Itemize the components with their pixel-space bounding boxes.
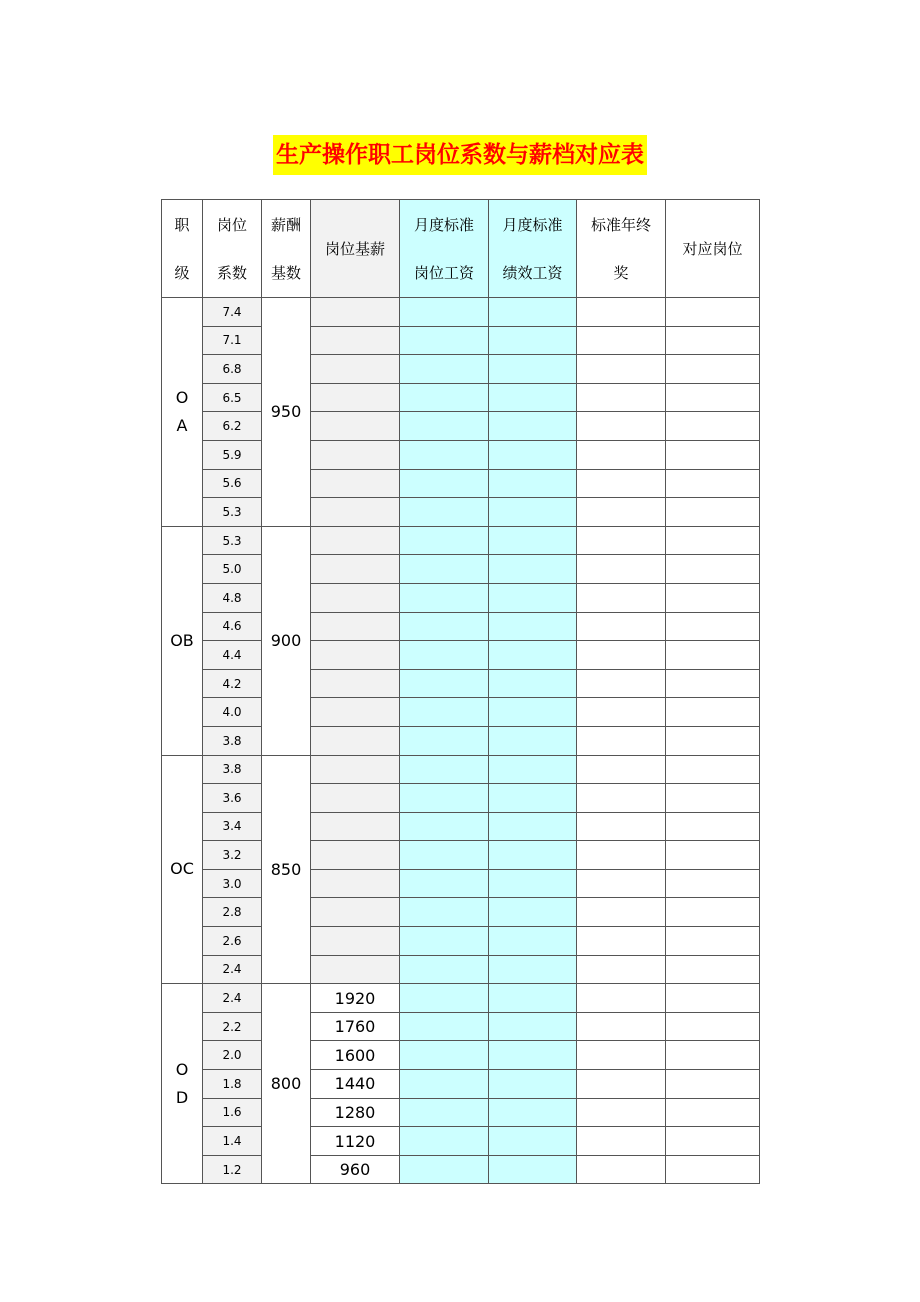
table-row xyxy=(162,526,760,555)
position-cell xyxy=(666,641,760,670)
position-cell xyxy=(666,869,760,898)
annual-bonus-cell xyxy=(577,326,666,355)
monthly-performance-wage-cell xyxy=(489,698,577,727)
post-base-pay-cell xyxy=(311,355,400,384)
monthly-post-wage-cell xyxy=(400,841,489,870)
monthly-performance-wage-cell xyxy=(489,412,577,441)
table-row xyxy=(162,1012,760,1041)
monthly-post-wage-cell xyxy=(400,1012,489,1041)
post-base-pay-cell xyxy=(311,869,400,898)
annual-bonus-cell xyxy=(577,955,666,984)
position-cell xyxy=(666,1127,760,1156)
grade-cell: OB xyxy=(162,526,203,755)
position-cell xyxy=(666,812,760,841)
table-row xyxy=(162,1155,760,1184)
annual-bonus-cell xyxy=(577,1127,666,1156)
monthly-performance-wage-cell xyxy=(489,1012,577,1041)
post-base-pay-cell xyxy=(311,583,400,612)
monthly-performance-wage-cell xyxy=(489,641,577,670)
post-base-pay-cell xyxy=(311,469,400,498)
table-row xyxy=(162,498,760,527)
monthly-performance-wage-cell xyxy=(489,841,577,870)
post-base-pay-cell xyxy=(311,669,400,698)
monthly-performance-wage-cell xyxy=(489,555,577,584)
coefficient-cell: 3.6 xyxy=(203,784,262,813)
post-base-pay-cell: 1440 xyxy=(311,1070,400,1099)
annual-bonus-cell xyxy=(577,869,666,898)
coefficient-table xyxy=(161,199,760,1184)
position-cell xyxy=(666,898,760,927)
monthly-performance-wage-cell xyxy=(489,326,577,355)
coefficient-cell: 2.4 xyxy=(203,955,262,984)
table-row xyxy=(162,869,760,898)
monthly-performance-wage-cell xyxy=(489,1127,577,1156)
position-cell xyxy=(666,726,760,755)
monthly-post-wage-cell xyxy=(400,1098,489,1127)
monthly-post-wage-cell xyxy=(400,498,489,527)
monthly-post-wage-cell xyxy=(400,898,489,927)
monthly-post-wage-cell xyxy=(400,469,489,498)
post-base-pay-cell xyxy=(311,698,400,727)
header-position: 对应岗位 xyxy=(666,200,760,298)
coefficient-cell: 4.0 xyxy=(203,698,262,727)
position-cell xyxy=(666,984,760,1013)
annual-bonus-cell xyxy=(577,583,666,612)
monthly-performance-wage-cell xyxy=(489,669,577,698)
monthly-post-wage-cell xyxy=(400,1127,489,1156)
monthly-performance-wage-cell xyxy=(489,355,577,384)
monthly-post-wage-cell xyxy=(400,383,489,412)
coefficient-cell: 2.0 xyxy=(203,1041,262,1070)
position-cell xyxy=(666,469,760,498)
table-row xyxy=(162,955,760,984)
table-row xyxy=(162,1127,760,1156)
annual-bonus-cell xyxy=(577,440,666,469)
monthly-performance-wage-cell xyxy=(489,440,577,469)
position-cell xyxy=(666,412,760,441)
header-monthly-performance-wage: 月度标准 绩效工资 xyxy=(489,200,577,298)
monthly-performance-wage-cell xyxy=(489,869,577,898)
post-base-pay-cell xyxy=(311,784,400,813)
monthly-post-wage-cell xyxy=(400,412,489,441)
coefficient-cell: 3.8 xyxy=(203,755,262,784)
annual-bonus-cell xyxy=(577,841,666,870)
position-cell xyxy=(666,298,760,327)
table-row xyxy=(162,841,760,870)
annual-bonus-cell xyxy=(577,726,666,755)
post-base-pay-cell xyxy=(311,555,400,584)
monthly-performance-wage-cell xyxy=(489,927,577,956)
coefficient-cell: 1.2 xyxy=(203,1155,262,1184)
table-row xyxy=(162,355,760,384)
coefficient-cell: 4.6 xyxy=(203,612,262,641)
monthly-performance-wage-cell xyxy=(489,955,577,984)
coefficient-cell: 2.8 xyxy=(203,898,262,927)
monthly-post-wage-cell xyxy=(400,755,489,784)
monthly-performance-wage-cell xyxy=(489,498,577,527)
coefficient-cell: 1.8 xyxy=(203,1070,262,1099)
table-row xyxy=(162,440,760,469)
post-base-pay-cell xyxy=(311,440,400,469)
grade-cell: OC xyxy=(162,755,203,984)
monthly-post-wage-cell xyxy=(400,669,489,698)
post-base-pay-cell xyxy=(311,383,400,412)
annual-bonus-cell xyxy=(577,1098,666,1127)
position-cell xyxy=(666,1041,760,1070)
post-base-pay-cell: 1120 xyxy=(311,1127,400,1156)
annual-bonus-cell xyxy=(577,1155,666,1184)
coefficient-cell: 5.6 xyxy=(203,469,262,498)
coefficient-cell: 3.8 xyxy=(203,726,262,755)
table-row xyxy=(162,469,760,498)
position-cell xyxy=(666,1155,760,1184)
position-cell xyxy=(666,755,760,784)
table-row xyxy=(162,898,760,927)
coefficient-cell: 1.6 xyxy=(203,1098,262,1127)
monthly-performance-wage-cell xyxy=(489,612,577,641)
annual-bonus-cell xyxy=(577,812,666,841)
monthly-performance-wage-cell xyxy=(489,812,577,841)
post-base-pay-cell xyxy=(311,755,400,784)
post-base-pay-cell xyxy=(311,955,400,984)
table-row xyxy=(162,383,760,412)
monthly-performance-wage-cell xyxy=(489,755,577,784)
monthly-post-wage-cell xyxy=(400,298,489,327)
coefficient-cell: 5.9 xyxy=(203,440,262,469)
position-cell xyxy=(666,1070,760,1099)
position-cell xyxy=(666,526,760,555)
coefficient-cell: 5.0 xyxy=(203,555,262,584)
table-row xyxy=(162,641,760,670)
table-row xyxy=(162,755,760,784)
annual-bonus-cell xyxy=(577,784,666,813)
table-row xyxy=(162,1070,760,1099)
coefficient-cell: 7.1 xyxy=(203,326,262,355)
position-cell xyxy=(666,955,760,984)
monthly-post-wage-cell xyxy=(400,1041,489,1070)
header-post-base-pay: 岗位基薪 xyxy=(311,200,400,298)
page-title: 生产操作职工岗位系数与薪档对应表 xyxy=(273,135,647,175)
position-cell xyxy=(666,555,760,584)
monthly-performance-wage-cell xyxy=(489,898,577,927)
coefficient-cell: 5.3 xyxy=(203,498,262,527)
monthly-performance-wage-cell xyxy=(489,726,577,755)
monthly-post-wage-cell xyxy=(400,784,489,813)
table-row xyxy=(162,555,760,584)
position-cell xyxy=(666,841,760,870)
coefficient-cell: 3.4 xyxy=(203,812,262,841)
coefficient-cell: 1.4 xyxy=(203,1127,262,1156)
annual-bonus-cell xyxy=(577,355,666,384)
annual-bonus-cell xyxy=(577,555,666,584)
table-row xyxy=(162,412,760,441)
position-cell xyxy=(666,583,760,612)
post-base-pay-cell xyxy=(311,412,400,441)
header-grade: 职 级 xyxy=(162,200,203,298)
coefficient-cell: 5.3 xyxy=(203,526,262,555)
monthly-post-wage-cell xyxy=(400,812,489,841)
coefficient-cell: 3.0 xyxy=(203,869,262,898)
monthly-post-wage-cell xyxy=(400,726,489,755)
annual-bonus-cell xyxy=(577,612,666,641)
table-row xyxy=(162,1098,760,1127)
coefficient-cell: 6.8 xyxy=(203,355,262,384)
annual-bonus-cell xyxy=(577,898,666,927)
header-coefficient: 岗位 系数 xyxy=(203,200,262,298)
coefficient-cell: 2.4 xyxy=(203,984,262,1013)
position-cell xyxy=(666,383,760,412)
coefficient-cell: 6.2 xyxy=(203,412,262,441)
post-base-pay-cell xyxy=(311,326,400,355)
table-row xyxy=(162,326,760,355)
grade-cell: O A xyxy=(162,298,203,527)
coefficient-cell: 6.5 xyxy=(203,383,262,412)
annual-bonus-cell xyxy=(577,927,666,956)
position-cell xyxy=(666,440,760,469)
header-annual-bonus: 标准年终 奖 xyxy=(577,200,666,298)
post-base-pay-cell xyxy=(311,841,400,870)
coefficient-cell: 4.4 xyxy=(203,641,262,670)
monthly-performance-wage-cell xyxy=(489,1041,577,1070)
table-row xyxy=(162,927,760,956)
position-cell xyxy=(666,784,760,813)
annual-bonus-cell xyxy=(577,984,666,1013)
monthly-performance-wage-cell xyxy=(489,784,577,813)
monthly-post-wage-cell xyxy=(400,1155,489,1184)
position-cell xyxy=(666,698,760,727)
position-cell xyxy=(666,612,760,641)
monthly-post-wage-cell xyxy=(400,869,489,898)
position-cell xyxy=(666,927,760,956)
salary-base-cell: 800 xyxy=(262,984,311,1184)
post-base-pay-cell xyxy=(311,927,400,956)
monthly-performance-wage-cell xyxy=(489,1070,577,1099)
post-base-pay-cell xyxy=(311,298,400,327)
monthly-post-wage-cell xyxy=(400,1070,489,1099)
annual-bonus-cell xyxy=(577,698,666,727)
post-base-pay-cell xyxy=(311,812,400,841)
header-monthly-post-wage: 月度标准 岗位工资 xyxy=(400,200,489,298)
monthly-post-wage-cell xyxy=(400,955,489,984)
coefficient-cell: 2.2 xyxy=(203,1012,262,1041)
monthly-performance-wage-cell xyxy=(489,383,577,412)
annual-bonus-cell xyxy=(577,298,666,327)
post-base-pay-cell xyxy=(311,612,400,641)
post-base-pay-cell: 1920 xyxy=(311,984,400,1013)
table-row xyxy=(162,984,760,1013)
post-base-pay-cell xyxy=(311,526,400,555)
salary-base-cell: 950 xyxy=(262,298,311,527)
monthly-post-wage-cell xyxy=(400,440,489,469)
annual-bonus-cell xyxy=(577,526,666,555)
coefficient-cell: 4.2 xyxy=(203,669,262,698)
table-row xyxy=(162,698,760,727)
monthly-performance-wage-cell xyxy=(489,526,577,555)
table-row xyxy=(162,669,760,698)
header-row xyxy=(162,200,760,298)
table-row xyxy=(162,612,760,641)
coefficient-cell: 7.4 xyxy=(203,298,262,327)
post-base-pay-cell xyxy=(311,898,400,927)
table-row xyxy=(162,1041,760,1070)
position-cell xyxy=(666,669,760,698)
table-row xyxy=(162,583,760,612)
annual-bonus-cell xyxy=(577,1041,666,1070)
monthly-post-wage-cell xyxy=(400,641,489,670)
monthly-post-wage-cell xyxy=(400,326,489,355)
annual-bonus-cell xyxy=(577,641,666,670)
annual-bonus-cell xyxy=(577,755,666,784)
coefficient-cell: 3.2 xyxy=(203,841,262,870)
position-cell xyxy=(666,1098,760,1127)
post-base-pay-cell: 1760 xyxy=(311,1012,400,1041)
annual-bonus-cell xyxy=(577,469,666,498)
monthly-performance-wage-cell xyxy=(489,1098,577,1127)
monthly-post-wage-cell xyxy=(400,355,489,384)
table-row xyxy=(162,812,760,841)
monthly-post-wage-cell xyxy=(400,984,489,1013)
monthly-performance-wage-cell xyxy=(489,469,577,498)
salary-base-cell: 850 xyxy=(262,755,311,984)
table-row xyxy=(162,298,760,327)
post-base-pay-cell xyxy=(311,498,400,527)
monthly-performance-wage-cell xyxy=(489,984,577,1013)
salary-base-cell: 900 xyxy=(262,526,311,755)
monthly-post-wage-cell xyxy=(400,612,489,641)
coefficient-cell: 2.6 xyxy=(203,927,262,956)
post-base-pay-cell: 1600 xyxy=(311,1041,400,1070)
monthly-post-wage-cell xyxy=(400,698,489,727)
monthly-performance-wage-cell xyxy=(489,298,577,327)
table-body xyxy=(162,298,760,1184)
table-row xyxy=(162,726,760,755)
monthly-performance-wage-cell xyxy=(489,583,577,612)
position-cell xyxy=(666,326,760,355)
monthly-post-wage-cell xyxy=(400,583,489,612)
position-cell xyxy=(666,1012,760,1041)
monthly-post-wage-cell xyxy=(400,927,489,956)
annual-bonus-cell xyxy=(577,1070,666,1099)
header-salary-base: 薪酬 基数 xyxy=(262,200,311,298)
annual-bonus-cell xyxy=(577,498,666,527)
table-row xyxy=(162,784,760,813)
monthly-performance-wage-cell xyxy=(489,1155,577,1184)
monthly-post-wage-cell xyxy=(400,526,489,555)
position-cell xyxy=(666,355,760,384)
coefficient-cell: 4.8 xyxy=(203,583,262,612)
monthly-post-wage-cell xyxy=(400,555,489,584)
post-base-pay-cell xyxy=(311,726,400,755)
post-base-pay-cell: 960 xyxy=(311,1155,400,1184)
grade-cell: O D xyxy=(162,984,203,1184)
post-base-pay-cell: 1280 xyxy=(311,1098,400,1127)
post-base-pay-cell xyxy=(311,641,400,670)
position-cell xyxy=(666,498,760,527)
annual-bonus-cell xyxy=(577,669,666,698)
annual-bonus-cell xyxy=(577,1012,666,1041)
annual-bonus-cell xyxy=(577,412,666,441)
annual-bonus-cell xyxy=(577,383,666,412)
